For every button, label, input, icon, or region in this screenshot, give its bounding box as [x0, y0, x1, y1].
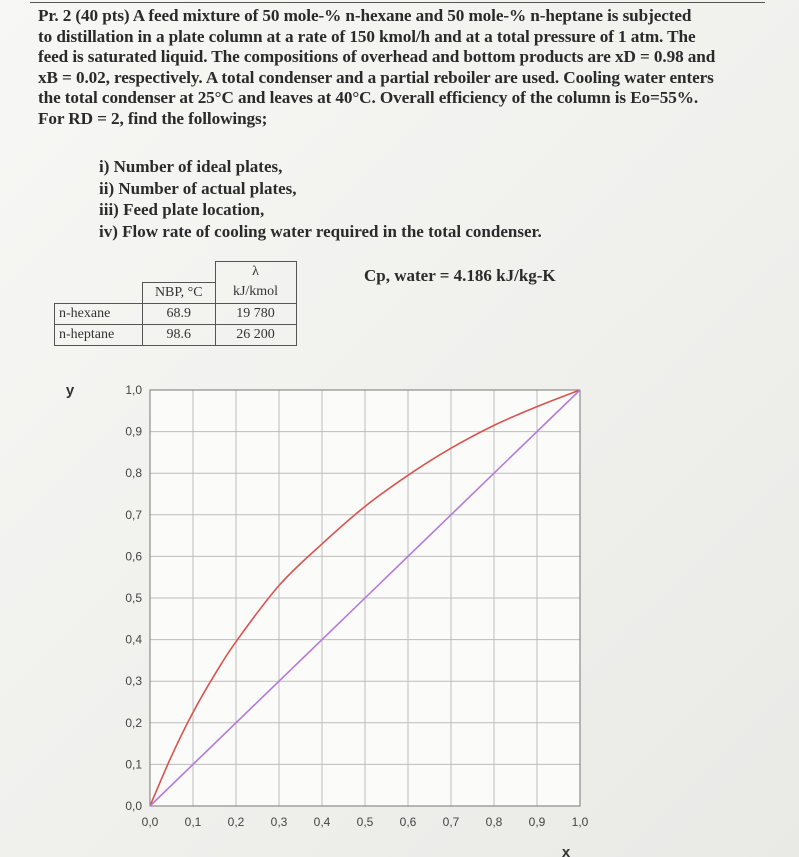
table-row	[55, 324, 297, 345]
cp-water-note: Cp, water = 4.186 kJ/kg-K	[364, 266, 556, 285]
lambda-value: 26 200	[215, 324, 296, 345]
table-row	[55, 303, 297, 324]
task-item: i) Number of ideal plates,	[99, 157, 283, 176]
problem-line: Pr. 2 (40 pts) A feed mixture of 50 mole-% n-hexane and 50 mole-% n-heptane is subjected	[38, 6, 692, 25]
chart-svg	[0, 360, 799, 857]
lambda-value: 19 780	[215, 303, 296, 324]
x-tick-label: 0,7	[442, 815, 460, 829]
problem-line: feed is saturated liquid. The compositions of overhead and bottom products are xD = 0.98 and	[38, 47, 716, 67]
y-tick-label: 0,9	[125, 424, 142, 439]
task-item: iii) Feed plate location,	[99, 200, 265, 219]
nbp-header: NBP, °C	[143, 282, 216, 303]
x-tick-label: 0,4	[313, 815, 331, 829]
table-header-row	[55, 262, 297, 283]
lambda-header: λ	[215, 262, 296, 283]
y-tick-label: 0,4	[125, 632, 142, 647]
nbp-value: 68.9	[143, 303, 216, 324]
x-tick-label: 0,0	[141, 815, 159, 829]
y-tick-label: 0,2	[125, 715, 142, 730]
x-tick-label: 0,6	[399, 815, 417, 829]
y-axis-label: y	[65, 382, 75, 399]
problem-line: xB = 0.02, respectively. A total condenser and a partial reboiler are used. Cooling water enters	[38, 67, 714, 87]
table-header-row	[55, 282, 297, 303]
task-list	[99, 156, 542, 242]
y-tick-label: 0,1	[125, 757, 142, 772]
y-tick-label: 0,6	[125, 549, 142, 564]
table-corner	[55, 282, 143, 303]
task-item: ii) Number of actual plates,	[99, 178, 297, 198]
y-tick-label: 1,0	[125, 383, 142, 397]
lambda-unit-header: kJ/kmol	[215, 282, 296, 303]
problem-statement	[38, 6, 768, 130]
properties-table	[54, 261, 297, 346]
component-name: n-heptane	[55, 324, 143, 345]
nbp-value: 98.6	[143, 324, 216, 345]
x-tick-label: 0,8	[485, 815, 503, 829]
y-tick-label: 0,7	[125, 507, 142, 522]
top-rule	[30, 2, 765, 3]
y-tick-label: 0,8	[125, 466, 142, 481]
y-tick-label: 0,5	[125, 591, 142, 605]
table-corner	[55, 262, 143, 283]
x-tick-label: 0,2	[227, 815, 245, 829]
x-tick-label: 0,1	[184, 815, 202, 829]
problem-line: to distillation in a plate column at a rate of 150 kmol/h and at a total pressure of 1 atm. The	[38, 26, 696, 46]
x-axis-label: x	[561, 844, 571, 857]
x-tick-label: 0,3	[270, 815, 288, 829]
x-tick-label: 1,0	[571, 815, 589, 829]
problem-line: For RD = 2, find the followings;	[38, 108, 268, 128]
y-tick-label: 0,3	[125, 674, 142, 689]
table-corner	[143, 262, 216, 283]
x-tick-label: 0,9	[528, 815, 546, 829]
y-tick-label: 0,0	[125, 799, 142, 813]
problem-line: the total condenser at 25°C and leaves at 40°C. Overall efficiency of the column is Eo=55%.	[38, 88, 699, 108]
equilibrium-chart	[0, 360, 799, 857]
task-item: iv) Flow rate of cooling water required in the total condenser.	[99, 221, 542, 241]
component-name: n-hexane	[55, 303, 143, 324]
x-tick-label: 0,5	[356, 815, 374, 829]
